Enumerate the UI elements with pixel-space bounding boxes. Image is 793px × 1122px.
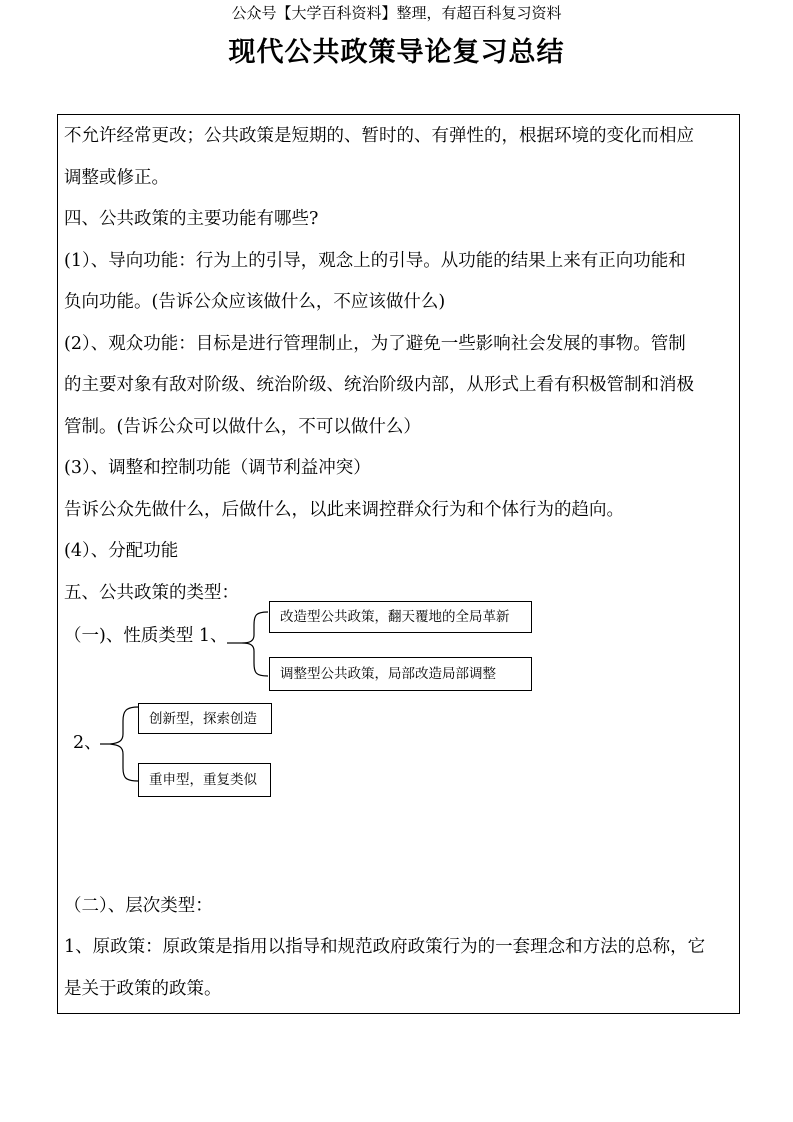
paragraph-line: 是关于政策的政策。: [64, 979, 222, 999]
brace-connector-1: [222, 611, 272, 677]
brace-connector-2: [100, 706, 142, 782]
diagram-group-label: （一)、性质类型 1、: [64, 626, 228, 646]
header-note: 公众号【大学百科资料】整理，有超百科复习资料: [231, 4, 562, 22]
section-heading: 五、公共政策的类型：: [64, 583, 239, 603]
paragraph-line: (1）、导向功能：行为上的引导，观念上的引导。从功能的结果上来有正向功能和: [64, 251, 686, 271]
diagram-group-label: 2、: [73, 733, 102, 753]
diagram-box: 创新型，探索创造: [138, 703, 272, 734]
section-heading: 四、公共政策的主要功能有哪些?: [64, 209, 319, 229]
diagram-box: 调整型公共政策，局部改造局部调整: [269, 657, 532, 691]
paragraph-line: 调整或修正。: [64, 168, 169, 188]
paragraph-line: 管制。(告诉公众可以做什么，不可以做什么）: [64, 417, 421, 437]
diagram-box: 改造型公共政策，翻天覆地的全局革新: [269, 601, 532, 633]
page-title: 现代公共政策导论复习总结: [228, 37, 565, 68]
section-heading: （二）、层次类型：: [64, 896, 213, 916]
paragraph-line: (4）、分配功能: [64, 541, 179, 561]
paragraph-line: 的主要对象有敌对阶级、统治阶级、统治阶级内部，从形式上看有积极管制和消极: [64, 375, 694, 395]
paragraph-line: (2）、观众功能：目标是进行管理制止，为了避免一些影响社会发展的事物。管制: [64, 334, 686, 354]
paragraph-line: 不允许经常更改；公共政策是短期的、暂时的、有弹性的，根据环境的变化而相应: [64, 126, 694, 146]
diagram-box: 重申型，重复类似: [138, 763, 271, 797]
paragraph-line: 负向功能。(告诉公众应该做什么，不应该做什么): [64, 292, 446, 312]
paragraph-line: 告诉公众先做什么，后做什么，以此来调控群众行为和个体行为的趋向。: [64, 500, 624, 520]
paragraph-line: 1、原政策：原政策是指用以指导和规范政府政策行为的一套理念和方法的总称，它: [64, 937, 706, 957]
paragraph-line: (3）、调整和控制功能（调节利益冲突）: [64, 458, 371, 478]
